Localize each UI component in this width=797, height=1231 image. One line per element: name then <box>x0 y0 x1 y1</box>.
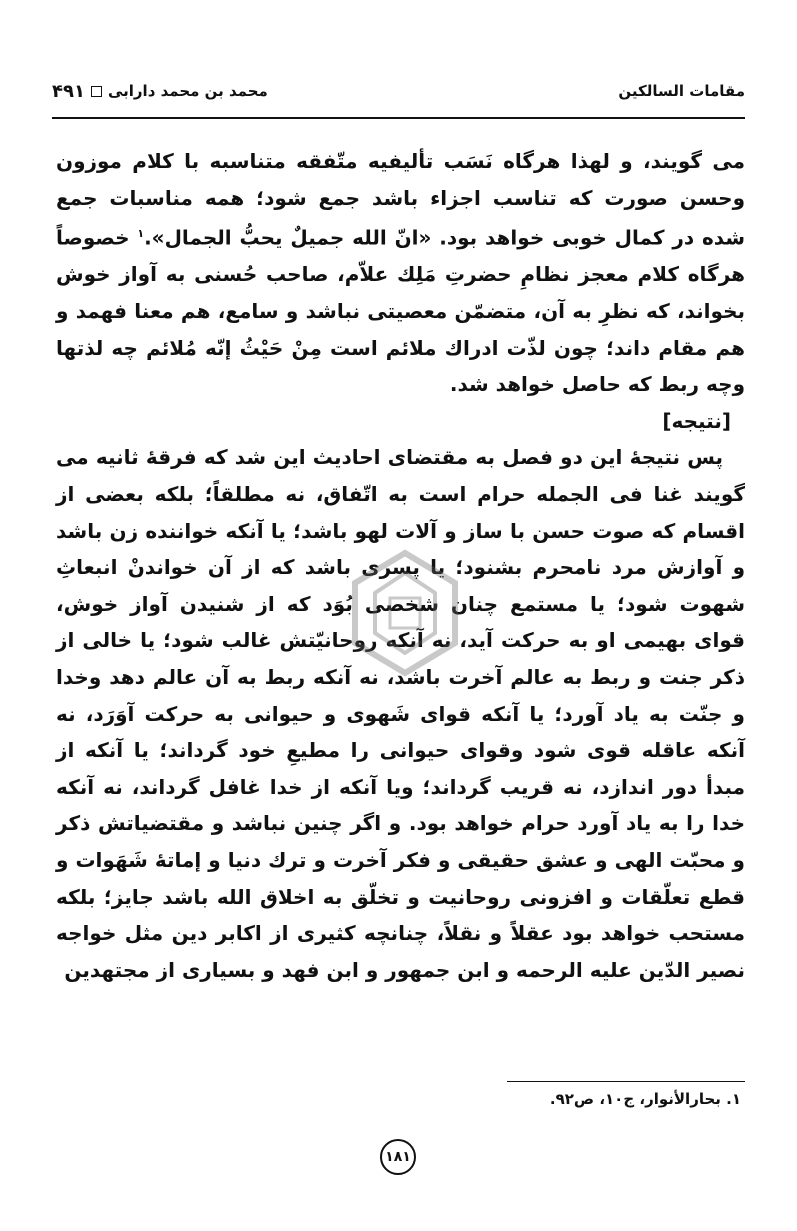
book-title: مقامات السالکین <box>618 82 745 100</box>
header-rule <box>52 117 745 119</box>
section-heading: [نتیجه] <box>662 408 731 433</box>
author-and-page <box>52 81 268 102</box>
running-head <box>52 80 745 102</box>
paragraph-1-text: می گویند، و لهذا هرگاه نَسَب تألیفیه متّفقه متناسبه با کلام موزون وحسن صورت که تناسب اجزاء باشد جمع شود؛ همه مناسبات جمع شده در کمال خوبی خواهد بود. «انّ الله جمیلٌ یحبُّ الجمال». <box>56 149 745 250</box>
main-text <box>56 143 745 988</box>
header-page-number: ۴۹۱ <box>52 80 85 102</box>
paragraph-1-continued: خصوصاً هرگاه کلام معجز نظامِ حضرتِ مَلِك علاّم، صاحب حُسنی به آواز خوش بخواند، که نظرِ به آن، متضمّن معصیتی نباشد و سامع، هم معنا فهمد و هم مقام داند؛ چون لذّت ادراك ملائم است مِنْ حَیْثُ إنّه مُلائم چه لذتها وچه ربط که حاصل خواهد شد. <box>56 225 745 397</box>
square-separator-icon <box>91 86 102 97</box>
paragraph-2: پس نتیجهٔ این دو فصل به مقتضای احادیث این شد که فرقهٔ ثانیه می گویند غنا فی الجمله حرام است به اتّفاق، نه مطلقاً؛ بلکه بعضی از اقسام که صوت حسن با ساز و آلات لهو باشد؛ یا آنکه خواننده زن باشد و آوازش مرد نامحرم بشنود؛ یا پسری باشد که از آن خواندنْ انبعاثِ شهوت شود؛ یا مستمع چنان شخصی بُوَد که از شنیدن آواز خوش، قوای بهیمی او به حرکت آید، نه آنکه روحانیّتش غالب شود؛ یا خالی از ذکر جنت و ربط به عالم آخرت باشد، نه آنکه ربط به آن عالم دهد وخدا و جنّت به یاد آورد؛ یا آنکه قوای شَهوی و حیوانی به حرکت آوَرَد، نه آنکه عاقله قوی شود وقوای حیوانی را مطیعِ خود گرداند؛ یا آنکه از مبدأ دور اندازد، نه قریب گرداند؛ ویا آنکه از خدا غافل گرداند، نه آنکه خدا را به یاد آورد حرام خواهد بود. و اگر چنین نباشد و مقتضیاتش ذکر و محبّت الهی و عشق حقیقی و فکر آخرت و ترك دنیا و إماتهٔ شَهَوات و قطع تعلّقات و افزونی روحانیت و تخلّق به اخلاق الله باشد جایز؛ بلکه مستحب خواهد بود عقلاً و نقلاً، چنانچه کثیری از اکابر دین مثل خواجه نصیر الدّین علیه الرحمه و ابن جمهور و ابن فهد و بسیاری از مجتهدین <box>56 445 745 982</box>
footnote-rule <box>507 1081 745 1082</box>
footnote: ۱. بحارالأنوار، ج۱۰، ص۹۲. <box>549 1090 741 1108</box>
paragraph-1 <box>56 143 745 403</box>
footnote-reference[interactable]: ۱ <box>137 227 145 241</box>
page-number-circle: ۱۸۱ <box>380 1139 416 1175</box>
author-title: محمد بن محمد دارابی <box>107 82 268 100</box>
